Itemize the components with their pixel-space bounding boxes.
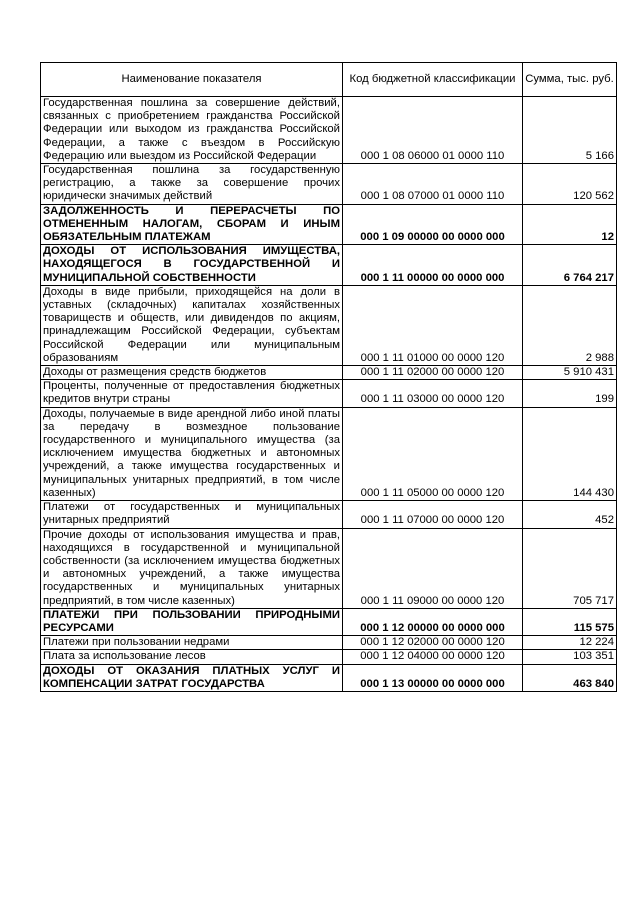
table-row [41, 636, 617, 650]
row-sum-cell: 12 [523, 204, 617, 245]
row-code-cell: 000 1 11 00000 00 0000 000 [343, 245, 523, 286]
row-code-cell: 000 1 08 07000 01 0000 110 [343, 164, 523, 205]
row-name-cell: ЗАДОЛЖЕННОСТЬ И ПЕРЕРАСЧЕТЫ ПО ОТМЕНЕННЫМ НАЛОГАМ, СБОРАМ И ИНЫМ ОБЯЗАТЕЛЬНЫМ ПЛАТЕЖАМ [41, 204, 343, 245]
table-header-row [41, 63, 617, 97]
header-sum: Сумма, тыс. руб. [523, 63, 617, 97]
row-sum-cell: 199 [523, 380, 617, 407]
row-sum-cell: 705 717 [523, 528, 617, 608]
row-code-cell: 000 1 11 07000 00 0000 120 [343, 501, 523, 528]
table-row [41, 380, 617, 407]
row-code-cell: 000 1 12 02000 00 0000 120 [343, 636, 523, 650]
table-row [41, 285, 617, 365]
row-name-cell: Платежи при пользовании недрами [41, 636, 343, 650]
row-name-cell: Государственная пошлина за совершение действий, связанных с приобретением гражданства Российской Федерации или выходом из гражданства Российской Федерации, а также с въездом в Российскую Федерацию или выездом из Российской Федерации [41, 97, 343, 164]
row-code-cell: 000 1 12 04000 00 0000 120 [343, 650, 523, 664]
row-sum-cell: 115 575 [523, 608, 617, 635]
table-row [41, 501, 617, 528]
row-code-cell: 000 1 13 00000 00 0000 000 [343, 664, 523, 691]
row-code-cell: 000 1 09 00000 00 0000 000 [343, 204, 523, 245]
table-row [41, 245, 617, 286]
row-sum-cell: 463 840 [523, 664, 617, 691]
row-sum-cell: 103 351 [523, 650, 617, 664]
row-code-cell: 000 1 11 02000 00 0000 120 [343, 366, 523, 380]
row-name-cell: ПЛАТЕЖИ ПРИ ПОЛЬЗОВАНИИ ПРИРОДНЫМИ РЕСУРСАМИ [41, 608, 343, 635]
header-name: Наименование показателя [41, 63, 343, 97]
table-row [41, 650, 617, 664]
row-sum-cell: 2 988 [523, 285, 617, 365]
table-row [41, 528, 617, 608]
row-name-cell: Прочие доходы от использования имущества и прав, находящихся в государственной и муниципальной собственности (за исключением имущества бюджетных и автономных учреждений, а также имущества государственных и муниципальных унитарных предприятий, в том числе казенных) [41, 528, 343, 608]
budget-revenue-table [40, 62, 617, 692]
row-name-cell: Проценты, полученные от предоставления бюджетных кредитов внутри страны [41, 380, 343, 407]
row-code-cell: 000 1 11 05000 00 0000 120 [343, 407, 523, 500]
table-row [41, 97, 617, 164]
row-name-cell: Доходы, получаемые в виде арендной либо иной платы за передачу в возмездное пользование государственного и муниципального имущества (за исключением имущества бюджетных и автономных учреждений, а также имущества государственных и муниципальных унитарных предприятий, в том числе казенных) [41, 407, 343, 500]
row-name-cell: Платежи от государственных и муниципальных унитарных предприятий [41, 501, 343, 528]
row-code-cell: 000 1 11 01000 00 0000 120 [343, 285, 523, 365]
table-row [41, 164, 617, 205]
header-code: Код бюджетной классификации [343, 63, 523, 97]
row-name-cell: Доходы от размещения средств бюджетов [41, 366, 343, 380]
row-code-cell: 000 1 12 00000 00 0000 000 [343, 608, 523, 635]
row-name-cell: ДОХОДЫ ОТ ОКАЗАНИЯ ПЛАТНЫХ УСЛУГ И КОМПЕНСАЦИИ ЗАТРАТ ГОСУДАРСТВА [41, 664, 343, 691]
table-body [41, 97, 617, 692]
row-sum-cell: 6 764 217 [523, 245, 617, 286]
row-name-cell: ДОХОДЫ ОТ ИСПОЛЬЗОВАНИЯ ИМУЩЕСТВА, НАХОДЯЩЕГОСЯ В ГОСУДАРСТВЕННОЙ И МУНИЦИПАЛЬНОЙ СОБСТВЕННОСТИ [41, 245, 343, 286]
row-sum-cell: 120 562 [523, 164, 617, 205]
table-row [41, 608, 617, 635]
row-name-cell: Государственная пошлина за государственную регистрацию, а также за совершение прочих юридически значимых действий [41, 164, 343, 205]
row-sum-cell: 452 [523, 501, 617, 528]
table-row [41, 204, 617, 245]
row-sum-cell: 144 430 [523, 407, 617, 500]
row-code-cell: 000 1 08 06000 01 0000 110 [343, 97, 523, 164]
row-sum-cell: 5 910 431 [523, 366, 617, 380]
row-sum-cell: 12 224 [523, 636, 617, 650]
row-code-cell: 000 1 11 09000 00 0000 120 [343, 528, 523, 608]
row-name-cell: Доходы в виде прибыли, приходящейся на доли в уставных (складочных) капиталах хозяйственных товариществ и обществ, или дивидендов по акциям, принадлежащим Российской Федерации, субъектам Российской Федерации или муниципальным образованиям [41, 285, 343, 365]
row-sum-cell: 5 166 [523, 97, 617, 164]
row-name-cell: Плата за использование лесов [41, 650, 343, 664]
row-code-cell: 000 1 11 03000 00 0000 120 [343, 380, 523, 407]
table-row [41, 664, 617, 691]
table-row [41, 366, 617, 380]
table-row [41, 407, 617, 500]
